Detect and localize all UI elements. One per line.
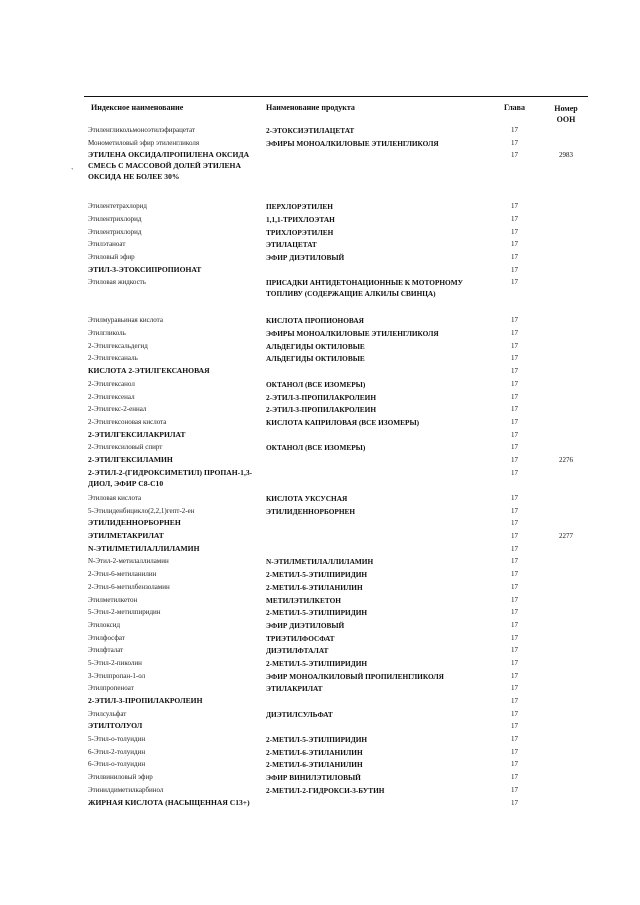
- index-cell: 2-Этил-6-метилбензоламин: [88, 582, 170, 591]
- index-cell: 2-ЭТИЛГЕКСИЛАМИН: [88, 454, 173, 464]
- index-cell: 6-Этил-2-толуидин: [88, 747, 146, 756]
- index-cell: Этиловая жидкость: [88, 278, 146, 287]
- product-cell: ОКТАНОЛ (ВСЕ ИЗОМЕРЫ): [266, 379, 366, 389]
- table-header: [84, 96, 588, 124]
- index-cell: Этилсульфат: [88, 709, 127, 718]
- chapter-cell: 17: [511, 595, 518, 604]
- index-cell: Этиловая кислота: [88, 494, 142, 503]
- chapter-cell: 17: [511, 341, 518, 350]
- table-body: [84, 124, 588, 822]
- index-cell: 2-Этилгексаналь: [88, 354, 138, 363]
- table-row: [84, 149, 588, 200]
- table-row: [84, 416, 588, 429]
- index-cell: 2-ЭТИЛ-2-(ГИДРОКСИМЕТИЛ) ПРОПАН-1,3-ДИОЛ, ЭФИР С8-С10: [88, 467, 253, 488]
- chapter-cell: 17: [511, 532, 518, 541]
- un-number-cell: 2276: [559, 455, 573, 464]
- table-row: [84, 454, 588, 467]
- table-row: [84, 352, 588, 365]
- index-cell: Этиловый эфир: [88, 252, 135, 261]
- index-cell: ЭТИЛТОЛУОЛ: [88, 721, 143, 731]
- index-cell: 3-Этилпропан-1-ол: [88, 671, 146, 680]
- table-row: [84, 644, 588, 657]
- chapter-cell: 17: [511, 620, 518, 629]
- table-row: [84, 429, 588, 442]
- index-cell: Этилфталат: [88, 646, 124, 655]
- product-cell: 2-МЕТИЛ-6-ЭТИЛАНИЛИН: [266, 760, 363, 770]
- table-row: [84, 124, 588, 137]
- table-row: [84, 708, 588, 721]
- chapter-cell: 17: [511, 785, 518, 794]
- header-chapter: Глава: [504, 103, 525, 112]
- table-row: [84, 606, 588, 619]
- product-cell: ЭФИР ДИЭТИЛОВЫЙ: [266, 252, 345, 262]
- chapter-cell: 17: [511, 735, 518, 744]
- index-cell: 5-Этил-2-метилпиридин: [88, 608, 161, 617]
- chapter-cell: 17: [511, 506, 518, 515]
- product-cell: 2-ЭТОКСИЭТИЛАЦЕТАТ: [266, 126, 355, 135]
- chapter-cell: 17: [511, 367, 518, 376]
- table-row: [84, 530, 588, 543]
- table-row: [84, 797, 588, 822]
- index-cell: N-ЭТИЛМЕТИЛАЛЛИЛАМИН: [88, 543, 200, 553]
- index-cell: 2-Этилгекс-2-еннал: [88, 405, 147, 414]
- product-cell: 1,1,1-ТРИХЛОЭТАН: [266, 214, 335, 224]
- chapter-cell: 17: [511, 760, 518, 769]
- product-cell: КИСЛОТА ПРОПИОНОВАЯ: [266, 316, 364, 326]
- table-row: [84, 568, 588, 581]
- product-cell: ЭТИЛАКРИЛАТ: [266, 684, 323, 694]
- table-row: [84, 758, 588, 771]
- table-row: [84, 682, 588, 695]
- table-row: [84, 200, 588, 213]
- chapter-cell: 17: [511, 417, 518, 426]
- chapter-cell: 17: [511, 570, 518, 579]
- chapter-cell: 17: [511, 202, 518, 211]
- table-row: [84, 492, 588, 505]
- index-cell: Этилентетрахлорид: [88, 202, 147, 211]
- chapter-cell: 17: [511, 557, 518, 566]
- product-cell: ТРИЭТИЛФОСФАТ: [266, 633, 335, 643]
- chapter-cell: 17: [511, 214, 518, 223]
- product-cell: 2-МЕТИЛ-2-ГИДРОКСИ-3-БУТИН: [266, 785, 385, 795]
- table-row: [84, 543, 588, 556]
- table-row: [84, 505, 588, 518]
- index-cell: Этилмуравьиная кислота: [88, 316, 163, 325]
- table-row: [84, 670, 588, 683]
- table-row: [84, 238, 588, 251]
- chapter-cell: 17: [511, 227, 518, 236]
- index-cell: 5-Этил-2-пиколин: [88, 658, 142, 667]
- table-row: [84, 657, 588, 670]
- index-cell: 2-Этилгексиловый спирт: [88, 443, 163, 452]
- chapter-cell: 17: [511, 582, 518, 591]
- chapter-cell: 17: [511, 138, 518, 147]
- index-cell: 5-Этилиденбицикло(2,2,1)гепт-2-ен: [88, 506, 195, 515]
- chapter-cell: 17: [511, 405, 518, 414]
- index-cell: Этилэтаноат: [88, 240, 126, 249]
- product-cell: ТРИХЛОРЭТИЛЕН: [266, 227, 334, 237]
- product-cell: КИСЛОТА КАПРИЛОВАЯ (ВСЕ ИЗОМЕРЫ): [266, 417, 420, 427]
- product-cell: 2-МЕТИЛ-6-ЭТИЛАНИЛИН: [266, 582, 363, 592]
- chapter-cell: 17: [511, 544, 518, 553]
- chapter-cell: 17: [511, 684, 518, 693]
- chapter-cell: 17: [511, 658, 518, 667]
- index-cell: Этилфосфат: [88, 633, 125, 642]
- index-cell: Этилентрихлорид: [88, 227, 142, 236]
- index-cell: Этилгликоль: [88, 329, 126, 338]
- table-row: [84, 226, 588, 239]
- product-cell: 2-ЭТИЛ-3-ПРОПИЛАКРОЛЕИН: [266, 405, 377, 415]
- chapter-cell: 17: [511, 252, 518, 261]
- header-index-name: Индексное наименование: [91, 103, 184, 112]
- chapter-cell: 17: [511, 646, 518, 655]
- table-row: [84, 391, 588, 404]
- product-cell: ОКТАНОЛ (ВСЕ ИЗОМЕРЫ): [266, 443, 366, 453]
- product-cell: ЭФИР ВИНИЛЭТИЛОВЫЙ: [266, 773, 361, 783]
- table-row: [84, 276, 588, 314]
- table-row: [84, 733, 588, 746]
- product-cell: 2-ЭТИЛ-3-ПРОПИЛАКРОЛЕИН: [266, 392, 377, 402]
- index-cell: 5-Этил-о-толуидин: [88, 735, 146, 744]
- chapter-cell: 17: [511, 240, 518, 249]
- chapter-cell: 17: [511, 265, 518, 274]
- chapter-cell: 17: [511, 722, 518, 731]
- product-cell: ЭФИРЫ МОНОАЛКИЛОВЫЕ ЭТИЛЕНГЛИКОЛЯ: [266, 138, 439, 148]
- table-row: [84, 340, 588, 353]
- chapter-cell: 17: [511, 443, 518, 452]
- table-row: [84, 771, 588, 784]
- chapter-cell: 17: [511, 126, 518, 134]
- table-row: [84, 137, 588, 150]
- table-row: [84, 264, 588, 277]
- index-cell: Этилвиниловый эфир: [88, 773, 153, 782]
- chapter-cell: 17: [511, 671, 518, 680]
- chapter-cell: 17: [511, 329, 518, 338]
- product-cell: ЭТИЛАЦЕТАТ: [266, 240, 317, 250]
- table-row: [84, 365, 588, 378]
- index-cell: Этилоксид: [88, 620, 121, 629]
- index-cell: 2-Этилгексанол: [88, 379, 135, 388]
- chapter-cell: 17: [511, 379, 518, 388]
- index-cell: Этилпропеноат: [88, 684, 134, 693]
- chapter-cell: 17: [511, 494, 518, 503]
- header-product-name: Наименование продукта: [266, 103, 355, 112]
- product-cell: 2-МЕТИЛ-6-ЭТИЛАНИЛИН: [266, 747, 363, 757]
- index-cell: ЭТИЛ-3-ЭТОКСИПРОПИОНАТ: [88, 264, 202, 274]
- index-cell: 2-Этилгексоновая кислота: [88, 417, 167, 426]
- index-cell: ЖИРНАЯ КИСЛОТА (НАСЫЩЕННАЯ С13+): [88, 797, 250, 807]
- product-cell: ДИЭТИЛФТАЛАТ: [266, 646, 329, 656]
- un-number-cell: 2277: [559, 532, 573, 541]
- table-row: [84, 784, 588, 797]
- chapter-cell: 17: [511, 709, 518, 718]
- table-row: [84, 251, 588, 264]
- table-row: [84, 441, 588, 454]
- index-cell: 2-Этилгексальдегид: [88, 341, 148, 350]
- index-cell: ЭТИЛЕНА ОКСИДА/ПРОПИЛЕНА ОКСИДА СМЕСЬ С МАССОВОЙ ДОЛЕЙ ЭТИЛЕНА ОКСИДА НЕ БОЛЕЕ 30%: [88, 150, 250, 182]
- table-row: [84, 632, 588, 645]
- chapter-cell: 17: [511, 608, 518, 617]
- chapter-cell: 17: [511, 633, 518, 642]
- stray-mark: `: [71, 167, 74, 176]
- table-row: [84, 720, 588, 733]
- chapter-cell: 17: [511, 468, 518, 477]
- chapter-cell: 17: [511, 455, 518, 464]
- product-cell: 2-МЕТИЛ-5-ЭТИЛПИРИДИН: [266, 735, 368, 745]
- product-cell: N-ЭТИЛМЕТИЛАЛЛИЛАМИН: [266, 557, 374, 567]
- product-cell: ЭТИЛИДЕННОРБОРНЕН: [266, 506, 356, 516]
- product-cell: АЛЬДЕГИДЫ ОКТИЛОВЫЕ: [266, 341, 365, 351]
- index-cell: Этиленгликольмоноэтилэфирацетат: [88, 126, 196, 134]
- index-cell: 6-Этил-о-толуидин: [88, 760, 146, 769]
- table-row: [84, 403, 588, 416]
- product-cell: ЭФИРЫ МОНОАЛКИЛОВЫЕ ЭТИЛЕНГЛИКОЛЯ: [266, 329, 439, 339]
- product-cell: КИСЛОТА УКСУСНАЯ: [266, 494, 348, 504]
- chapter-cell: 17: [511, 278, 518, 287]
- product-cell: ЭФИР ДИЭТИЛОВЫЙ: [266, 620, 345, 630]
- un-number-cell: 2983: [559, 151, 573, 160]
- product-cell: ДИЭТИЛСУЛЬФАТ: [266, 709, 333, 719]
- index-cell: ЭТИЛМЕТАКРИЛАТ: [88, 531, 164, 541]
- index-cell: 2-Этил-6-метиланилин: [88, 570, 157, 579]
- product-cell: ПРИСАДКИ АНТИДЕТОНАЦИОННЫЕ К МОТОРНОМУ ТОПЛИВУ (СОДЕРЖАЩИЕ АЛКИЛЫ СВИНЦА): [266, 278, 463, 299]
- product-cell: 2-МЕТИЛ-5-ЭТИЛПИРИДИН: [266, 658, 368, 668]
- table-row: [84, 314, 588, 327]
- table-row: [84, 555, 588, 568]
- table-row: [84, 594, 588, 607]
- chapter-cell: 17: [511, 316, 518, 325]
- table-row: [84, 213, 588, 226]
- index-cell: Этилентрихлорид: [88, 214, 142, 223]
- chapter-cell: 17: [511, 773, 518, 782]
- table-row: [84, 746, 588, 759]
- index-cell: Этилметилкетон: [88, 595, 138, 604]
- index-cell: N-Этил-2-метилаллиламин: [88, 557, 169, 566]
- chapter-cell: 17: [511, 747, 518, 756]
- chapter-cell: 17: [511, 354, 518, 363]
- table-row: [84, 619, 588, 632]
- product-cell: АЛЬДЕГИДЫ ОКТИЛОВЫЕ: [266, 354, 365, 364]
- product-cell: МЕТИЛЭТИЛКЕТОН: [266, 595, 341, 605]
- product-cell: ПЕРХЛОРЭТИЛЕН: [266, 202, 333, 212]
- table-row: [84, 517, 588, 530]
- index-cell: ЭТИЛИДЕННОРБОРНЕН: [88, 518, 181, 528]
- table-row: [84, 467, 588, 492]
- table-row: [84, 378, 588, 391]
- product-cell: ЭФИР МОНОАЛКИЛОВЫЙ ПРОПИЛЕНГЛИКОЛЯ: [266, 671, 444, 681]
- index-cell: Этинилдиметилкарбинол: [88, 785, 164, 794]
- index-cell: 2-ЭТИЛГЕКСИЛАКРИЛАТ: [88, 429, 186, 439]
- product-cell: 2-МЕТИЛ-5-ЭТИЛПИРИДИН: [266, 608, 368, 618]
- chapter-cell: 17: [511, 151, 518, 160]
- index-cell: 2-ЭТИЛ-3-ПРОПИЛАКРОЛЕИН: [88, 696, 203, 706]
- chapter-cell: 17: [511, 430, 518, 439]
- chapter-cell: 17: [511, 392, 518, 401]
- table-row: [84, 327, 588, 340]
- table-row: [84, 581, 588, 594]
- chapter-cell: 17: [511, 519, 518, 528]
- chapter-cell: 17: [511, 798, 518, 807]
- table-row: [84, 695, 588, 708]
- header-un-number: Номер ООН: [554, 104, 578, 124]
- chapter-cell: 17: [511, 697, 518, 706]
- index-cell: Монометиловый эфир этиленгликоля: [88, 138, 200, 147]
- index-cell: КИСЛОТА 2-ЭТИЛГЕКСАНОВАЯ: [88, 366, 210, 376]
- index-cell: 2-Этилгексенал: [88, 392, 135, 401]
- product-cell: 2-МЕТИЛ-5-ЭТИЛПИРИДИН: [266, 570, 368, 580]
